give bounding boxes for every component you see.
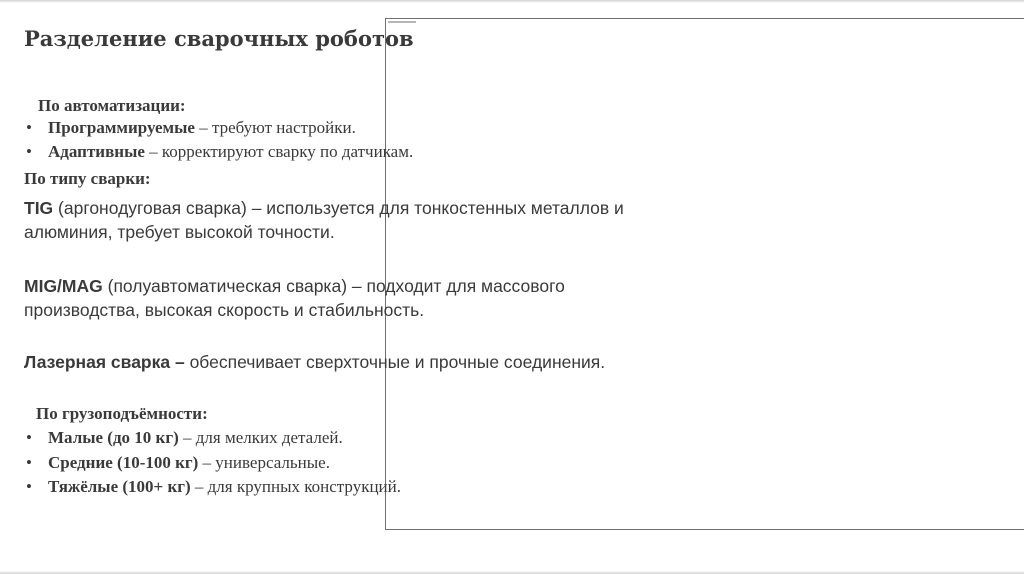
item-bold: Программируемые — [48, 118, 195, 137]
list-item-programmable — [26, 118, 356, 138]
item-text: – универсальные. — [198, 453, 330, 472]
automation-heading: По автоматизации: — [38, 96, 186, 115]
paragraph-laser — [24, 350, 624, 374]
item-bold: Адаптивные — [48, 142, 145, 161]
bullet-icon: • — [26, 118, 32, 137]
paragraph-mig-mag — [24, 274, 624, 322]
payload-heading: По грузоподъёмности: — [36, 404, 208, 423]
item-bold: Средние (10-100 кг) — [48, 453, 199, 472]
slide-title: Разделение сварочных роботов — [24, 26, 414, 51]
list-item-adaptive — [26, 142, 413, 162]
bullet-icon: • — [26, 142, 32, 161]
item-bold: Тяжёлые (100+ кг) — [48, 477, 191, 496]
list-item-medium — [26, 453, 330, 473]
welding-type-heading: По типу сварки: — [24, 169, 151, 188]
list-item-heavy — [26, 477, 401, 497]
item-bold: Малые (до 10 кг) — [48, 428, 179, 447]
paragraph-text: обеспечивает сверхточные и прочные соединения. — [184, 352, 606, 372]
item-text: – для крупных конструкций. — [190, 477, 401, 496]
bullet-icon: • — [26, 453, 32, 472]
paragraph-bold: MIG/MAG — [24, 276, 103, 296]
bullet-icon: • — [26, 477, 32, 496]
paragraph-tig — [24, 196, 624, 244]
bullet-icon: • — [26, 428, 32, 447]
item-text: – для мелких деталей. — [178, 428, 343, 447]
paragraph-text: (полуавтоматическая сварка) – подходит для массового производства, высокая скорость и стабильность. — [24, 276, 565, 320]
paragraph-text: (аргонодуговая сварка) – используется для тонкостенных металлов и алюминия, требует высокой точности. — [24, 198, 624, 242]
item-text: – корректируют сварку по датчикам. — [144, 142, 414, 161]
frame-caption-mark — [388, 21, 416, 23]
paragraph-bold: Лазерная сварка – — [24, 352, 185, 372]
list-item-small — [26, 428, 343, 448]
paragraph-bold: TIG — [24, 198, 54, 218]
item-text: – требуют настройки. — [194, 118, 356, 137]
top-edge-shadow — [0, 0, 1024, 3]
